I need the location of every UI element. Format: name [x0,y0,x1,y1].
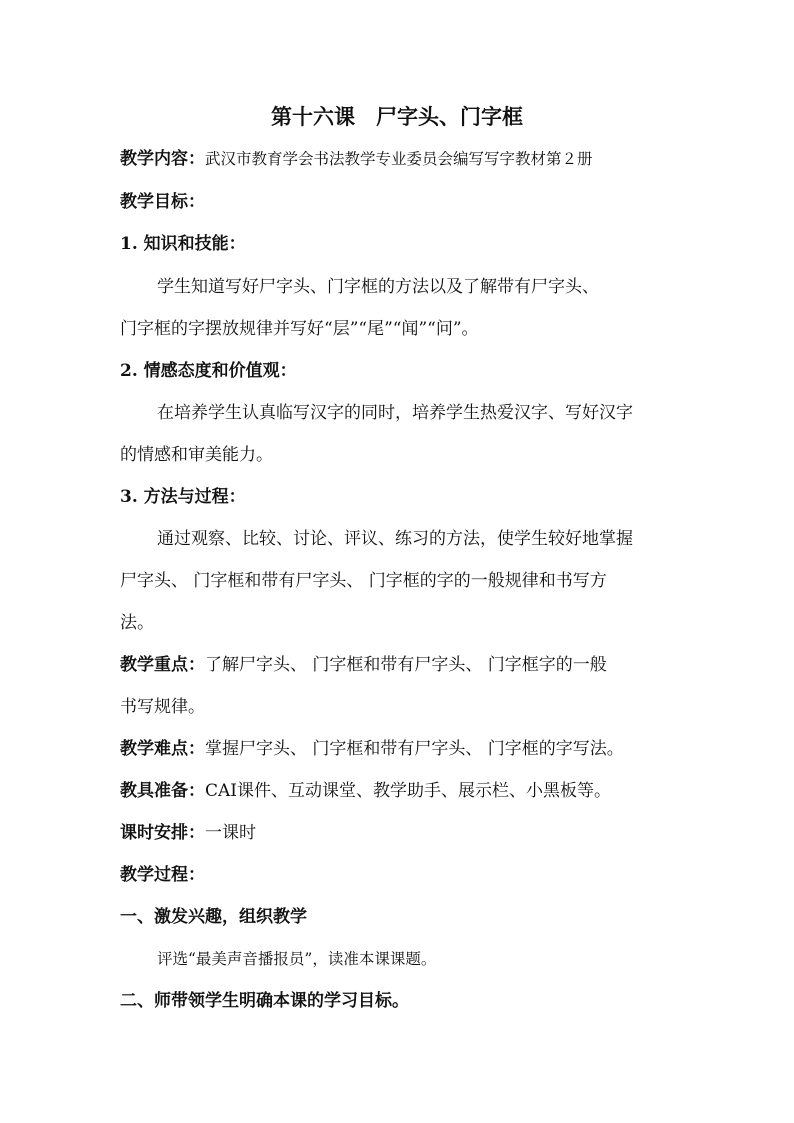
difficulties-text: 掌握尸字头、 门字框和带有尸字头、 门字框的字写法。 [205,739,624,759]
page-title: 第十六课 尸字头、门字框 [271,104,523,129]
key-points-row [120,652,680,678]
tools-label: 教具准备： [120,781,205,801]
knowledge-line-2: 门字框的字摆放规律并写好“层”“尾”“闻”“问”。 [120,319,479,339]
difficulties-label: 教学难点： [120,739,205,759]
process-row [120,862,680,888]
step1-heading: 一、激发兴趣，组织教学 [120,907,307,927]
method-line-1: 通过观察、比较、讨论、评议、练习的方法，使学生较好地掌握 [157,529,633,549]
emotion-line-2: 的情感和审美能力。 [120,445,273,465]
objectives-row [120,189,680,215]
key-points-line-1: 了解尸字头、 门字框和带有尸字头、 门字框字的一般 [205,655,607,675]
tools-row [120,778,680,804]
emotion-line-1: 在培养学生认真临写汉字的同时，培养学生热爱汉字、写好汉字 [157,403,633,423]
content-label: 教学内容： [120,149,205,169]
key-points-line-2: 书写规律。 [120,697,205,717]
process-label: 教学过程： [120,865,205,885]
method-line-3: 法。 [120,613,154,633]
key-points-label: 教学重点： [120,655,205,675]
tools-text: CAI课件、互动课堂、教学助手、展示栏、小黑板等。 [205,781,611,801]
step1-text: 评选“最美声音播报员”，读准本课课题。 [157,950,437,968]
content-row [120,146,680,172]
knowledge-heading: 1. 知识和技能： [120,234,246,254]
schedule-label: 课时安排： [120,823,205,843]
emotion-heading: 2. 情感态度和价值观： [120,361,297,381]
knowledge-line-1: 学生知道写好尸字头、门字框的方法以及了解带有尸字头、 [157,277,599,297]
method-line-2: 尸字头、 门字框和带有尸字头、 门字框的字的一般规律和书写方 [120,571,607,591]
schedule-text: 一课时 [205,823,256,843]
content-text: 武汉市教育学会书法教学专业委员会编写写字教材第２册 [205,150,593,168]
difficulties-row [120,736,680,762]
step2-heading: 二、师带领学生明确本课的学习目标。 [120,991,409,1011]
objectives-label: 教学目标： [120,192,205,212]
method-heading: 3. 方法与过程： [120,487,246,507]
schedule-row [120,820,680,846]
